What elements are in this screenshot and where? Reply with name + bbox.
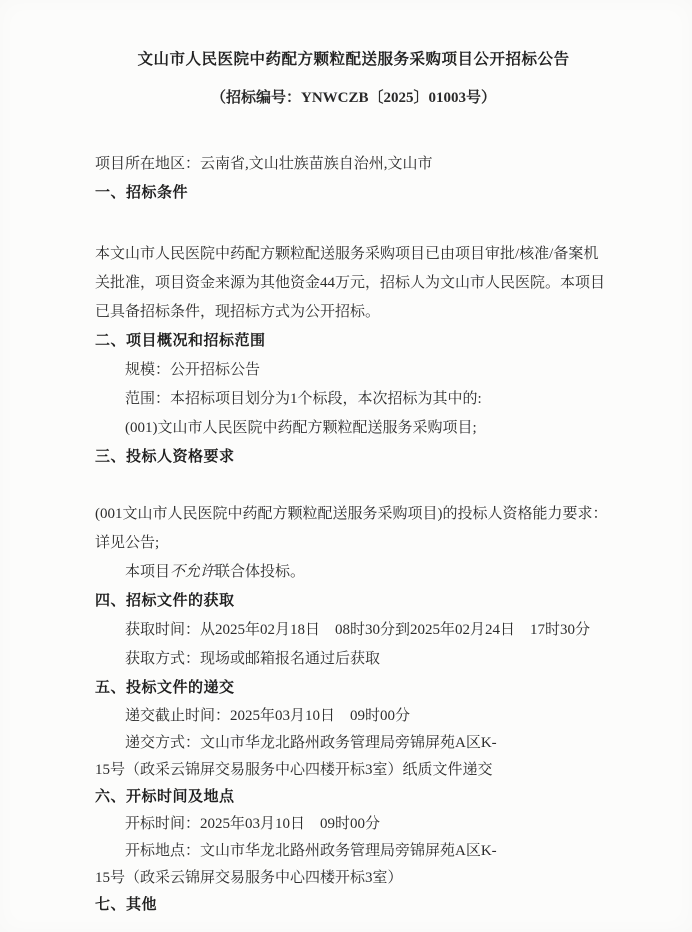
acquisition-time-line: 获取时间：从2025年02月18日 08时30分到2025年02月24日 17时30分	[125, 622, 591, 638]
paragraph-line: 本文山市人民医院中药配方颗粒配送服务采购项目已由项目审批/核准/备案机	[95, 246, 599, 262]
scope-line: 范围：本招标项目划分为1个标段，本次招标为其中的:	[125, 391, 482, 407]
section-heading-document-acquisition: 四、招标文件的获取	[95, 593, 235, 609]
joint-venture-prefix: 本项目	[125, 564, 171, 580]
document-title: 文山市人民医院中药配方颗粒配送服务采购项目公开招标公告	[137, 51, 570, 68]
section-heading-bidding-conditions: 一、招标条件	[95, 185, 189, 201]
section-heading-bidder-qualification: 三、投标人资格要求	[95, 449, 235, 465]
acquisition-method-line: 获取方式：现场或邮箱报名通过后获取	[125, 651, 381, 667]
opening-location-line: 开标地点：文山市华龙北路州政务管理局旁锦屏苑A区K-	[125, 843, 497, 859]
section-heading-project-overview: 二、项目概况和招标范围	[95, 333, 266, 349]
opening-address-continuation-line: 15号（政采云锦屏交易服务中心四楼开标3室）	[95, 870, 403, 886]
submission-method-line: 递交方式：文山市华龙北路州政务管理局旁锦屏苑A区K-	[125, 735, 497, 751]
section-heading-other: 七、其他	[95, 897, 158, 913]
paragraph-line: 关批准，项目资金来源为其他资金44万元，招标人为文山市人民医院。本项目	[95, 275, 606, 291]
submission-address-continuation-line: 15号（政采云锦屏交易服务中心四楼开标3室）纸质文件递交	[95, 762, 493, 778]
joint-venture-not-allowed: 不允许	[170, 564, 216, 580]
paragraph-line: (001文山市人民医院中药配方颗粒配送服务采购项目)的投标人资格能力要求：	[95, 506, 608, 522]
scale-line: 规模：公开招标公告	[125, 362, 261, 378]
lot-line: (001)文山市人民医院中药配方颗粒配送服务采购项目;	[125, 420, 477, 436]
section-heading-bid-submission: 五、投标文件的递交	[95, 680, 235, 696]
section-heading-bid-opening: 六、开标时间及地点	[95, 789, 235, 805]
opening-time-line: 开标时间：2025年03月10日 09时00分	[125, 816, 381, 832]
joint-venture-suffix: 联合体投标。	[215, 564, 306, 580]
document-subtitle: （招标编号：YNWCZB〔2025〕01003号）	[210, 90, 496, 106]
project-location-line: 项目所在地区：云南省,文山壮族苗族自治州,文山市	[95, 156, 433, 172]
submission-deadline-line: 递交截止时间：2025年03月10日 09时00分	[125, 708, 411, 724]
joint-venture-line	[95, 558, 612, 587]
paragraph-line: 详见公告;	[95, 535, 160, 551]
paragraph-line: 已具备招标条件，现招标方式为公开招标。	[95, 304, 381, 320]
